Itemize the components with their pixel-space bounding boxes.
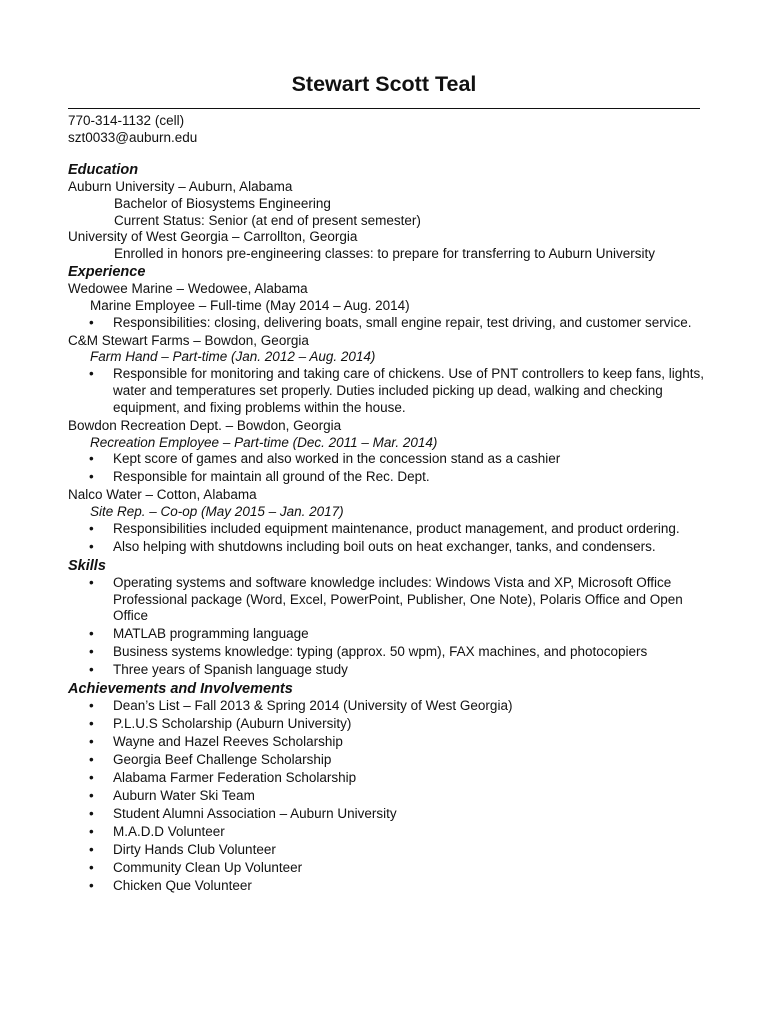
job-bullets	[68, 451, 708, 486]
bullet-text: Dean’s List – Fall 2013 & Spring 2014 (University of West Georgia)	[113, 698, 513, 714]
bullet-text: Auburn Water Ski Team	[113, 788, 255, 804]
bullet-text: Georgia Beef Challenge Scholarship	[113, 752, 332, 768]
school-detail: Bachelor of Biosystems Engineering	[114, 195, 331, 211]
job-role: Marine Employee – Full-time (May 2014 – Aug. 2014)	[90, 297, 410, 313]
list-item	[68, 842, 708, 859]
list-item	[68, 539, 708, 556]
job-bullets	[68, 315, 708, 332]
bullet-text: Student Alumni Association – Auburn University	[113, 806, 397, 822]
bullet-icon: •	[89, 520, 94, 536]
bullet-icon: •	[89, 574, 94, 590]
bullet-text: Responsibilities: closing, delivering boats, small engine repair, test driving, and customer service.	[113, 314, 692, 330]
bullet-text: Wayne and Hazel Reeves Scholarship	[113, 734, 343, 750]
list-item	[68, 644, 708, 661]
bullet-icon: •	[89, 644, 94, 660]
job-bullets	[68, 521, 708, 556]
job-org: Bowdon Recreation Dept. – Bowdon, Georgia	[68, 417, 342, 433]
school-name: Auburn University – Auburn, Alabama	[68, 179, 293, 194]
list-item	[68, 806, 708, 823]
school-name: University of West Georgia – Carrollton, Georgia	[68, 229, 358, 245]
list-item	[68, 469, 708, 486]
job-org: C&M Stewart Farms – Bowdon, Georgia	[68, 332, 309, 348]
bullet-text: Responsible for maintain all ground of the Rec. Dept.	[113, 469, 430, 485]
contact-block	[68, 112, 197, 146]
bullet-icon: •	[89, 824, 94, 840]
bullet-icon: •	[89, 878, 94, 894]
list-item	[68, 716, 708, 733]
bullet-text: Dirty Hands Club Volunteer	[113, 842, 276, 858]
bullet-text: Alabama Farmer Federation Scholarship	[113, 770, 357, 786]
experience-heading: Experience	[68, 263, 146, 280]
resume-name: Stewart Scott Teal	[291, 72, 477, 96]
list-item	[68, 626, 708, 643]
bullet-text: Three years of Spanish language study	[113, 662, 348, 678]
list-item	[68, 521, 708, 538]
bullet-icon: •	[89, 860, 94, 876]
list-item	[68, 824, 708, 841]
list-item	[68, 734, 708, 751]
bullet-text: MATLAB programming language	[113, 626, 309, 642]
job-role: Farm Hand – Part-time (Jan. 2012 – Aug. 2014)	[90, 349, 376, 365]
job-org: Wedowee Marine – Wedowee, Alabama	[68, 280, 308, 296]
school-detail: Current Status: Senior (at end of present semester)	[114, 212, 421, 228]
list-item	[68, 770, 708, 787]
resume-body	[68, 161, 708, 896]
list-item	[68, 315, 708, 332]
bullet-icon: •	[89, 662, 94, 678]
bullet-icon: •	[89, 698, 94, 714]
bullet-text: Also helping with shutdowns including boil outs on heat exchanger, tanks, and condensers.	[113, 538, 656, 554]
bullet-icon: •	[89, 451, 94, 467]
bullet-text: P.L.U.S Scholarship (Auburn University)	[113, 716, 352, 732]
bullet-text: M.A.D.D Volunteer	[113, 824, 225, 840]
bullet-icon: •	[89, 314, 94, 330]
list-item	[68, 575, 708, 625]
skills-heading: Skills	[68, 557, 106, 574]
bullet-text: Responsibilities included equipment maintenance, product management, and product ordering.	[113, 520, 680, 536]
bullet-icon: •	[89, 752, 94, 768]
bullet-text: Chicken Que Volunteer	[113, 878, 252, 894]
bullet-text: Operating systems and software knowledge includes: Windows Vista and XP, Microsoft Office Professional package (Word, Excel, PowerPoint, Publisher, One Note), Polaris Office and Open Office	[113, 574, 683, 624]
achievements-list	[68, 698, 708, 895]
bullet-icon: •	[89, 770, 94, 786]
list-item	[68, 860, 708, 877]
bullet-text: Responsible for monitoring and taking care of chickens. Use of PNT controllers to keep fans, lights, water and temperatures set properly. Duties included picking up dead, walking and checking equipment, and fixing problems within the house.	[113, 366, 705, 415]
bullet-icon: •	[89, 538, 94, 554]
job-bullets	[68, 366, 708, 416]
bullet-text: Business systems knowledge: typing (approx. 50 wpm), FAX machines, and photocopiers	[113, 644, 648, 660]
school-detail: Enrolled in honors pre-engineering classes: to prepare for transferring to Auburn University	[114, 246, 656, 262]
email-address: szt0033@auburn.edu	[68, 130, 198, 145]
job-role: Recreation Employee – Part-time (Dec. 2011 – Mar. 2014)	[90, 434, 438, 450]
bullet-icon: •	[89, 788, 94, 804]
phone-number: 770-314-1132 (cell)	[68, 113, 185, 128]
list-item	[68, 878, 708, 895]
list-item	[68, 366, 708, 416]
list-item	[68, 662, 708, 679]
header-rule	[68, 108, 700, 109]
achievements-heading: Achievements and Involvements	[68, 681, 293, 698]
list-item	[68, 788, 708, 805]
bullet-icon: •	[89, 842, 94, 858]
list-item	[68, 752, 708, 769]
list-item	[68, 451, 708, 468]
job-org: Nalco Water – Cotton, Alabama	[68, 487, 257, 503]
skills-list	[68, 575, 708, 679]
list-item	[68, 698, 708, 715]
education-heading: Education	[68, 162, 139, 178]
bullet-icon: •	[89, 806, 94, 822]
job-role: Site Rep. – Co-op (May 2015 – Jan. 2017)	[90, 504, 344, 520]
bullet-icon: •	[89, 626, 94, 642]
bullet-text: Kept score of games and also worked in the concession stand as a cashier	[113, 451, 561, 467]
bullet-text: Community Clean Up Volunteer	[113, 860, 303, 876]
bullet-icon: •	[89, 469, 94, 485]
bullet-icon: •	[89, 366, 94, 382]
bullet-icon: •	[89, 716, 94, 732]
bullet-icon: •	[89, 734, 94, 750]
